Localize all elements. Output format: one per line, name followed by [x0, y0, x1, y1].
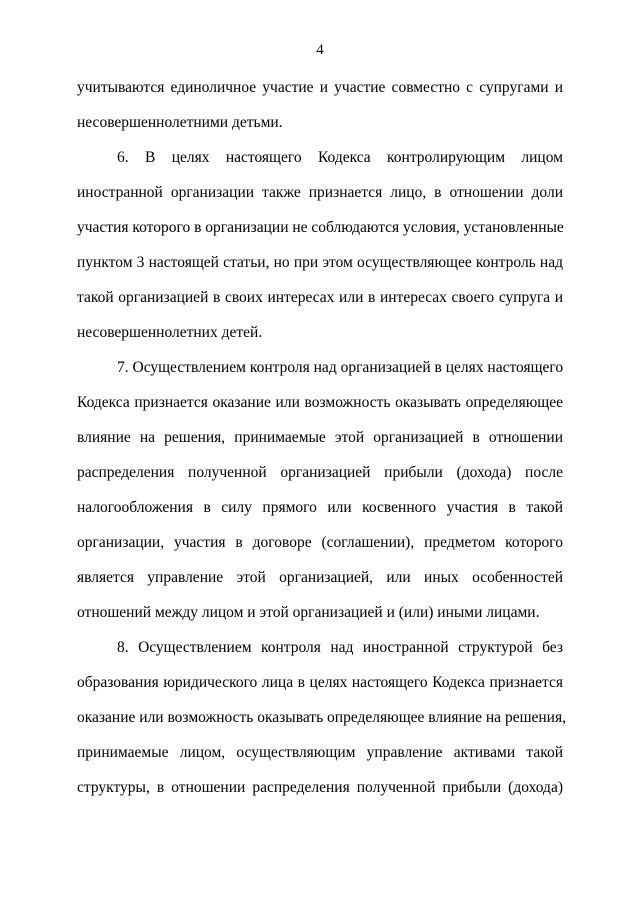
- paragraph-8-start: 8. Осуществлением контроля над иностранной структурой без: [117, 639, 563, 656]
- text-line: несовершеннолетними детьми.: [77, 114, 283, 131]
- page-number: 4: [316, 42, 324, 58]
- text-line: такой организацией в своих интересах или в интересах своего супруга и: [77, 289, 563, 306]
- text-line: структуры, в отношении распределения полученной прибыли (дохода): [77, 779, 563, 796]
- text-line: образования юридического лица в целях настоящего Кодекса признается: [77, 674, 563, 691]
- text-line: является управление этой организацией, или иных особенностей: [77, 569, 563, 586]
- text-line: влияние на решения, принимаемые этой организацией в отношении: [77, 429, 563, 446]
- text-line: отношений между лицом и этой организацией и (или) иными лицами.: [77, 604, 540, 621]
- text-line: организации, участия в договоре (соглашении), предметом которого: [77, 534, 563, 551]
- text-line: иностранной организации также признается лицо, в отношении доли: [77, 184, 563, 201]
- paragraph-6-start: 6. В целях настоящего Кодекса контролирующим лицом: [117, 149, 563, 166]
- text-line: принимаемые лицом, осуществляющим управление активами такой: [77, 744, 563, 761]
- text-line: оказание или возможность оказывать определяющее влияние на решения,: [77, 709, 566, 726]
- text-line: учитываются единоличное участие и участие совместно с супругами и: [77, 79, 563, 96]
- text-line: пунктом 3 настоящей статьи, но при этом осуществляющее контроль над: [77, 254, 563, 271]
- text-line: несовершеннолетних детей.: [77, 324, 263, 341]
- paragraph-7-start: 7. Осуществлением контроля над организацией в целях настоящего: [117, 359, 564, 376]
- text-line: участия которого в организации не соблюдаются условия, установленные: [77, 219, 564, 236]
- text-line: распределения полученной организацией прибыли (дохода) после: [77, 464, 563, 481]
- text-line: Кодекса признается оказание или возможность оказывать определяющее: [77, 394, 563, 411]
- text-line: налогообложения в силу прямого или косвенного участия в такой: [77, 499, 563, 516]
